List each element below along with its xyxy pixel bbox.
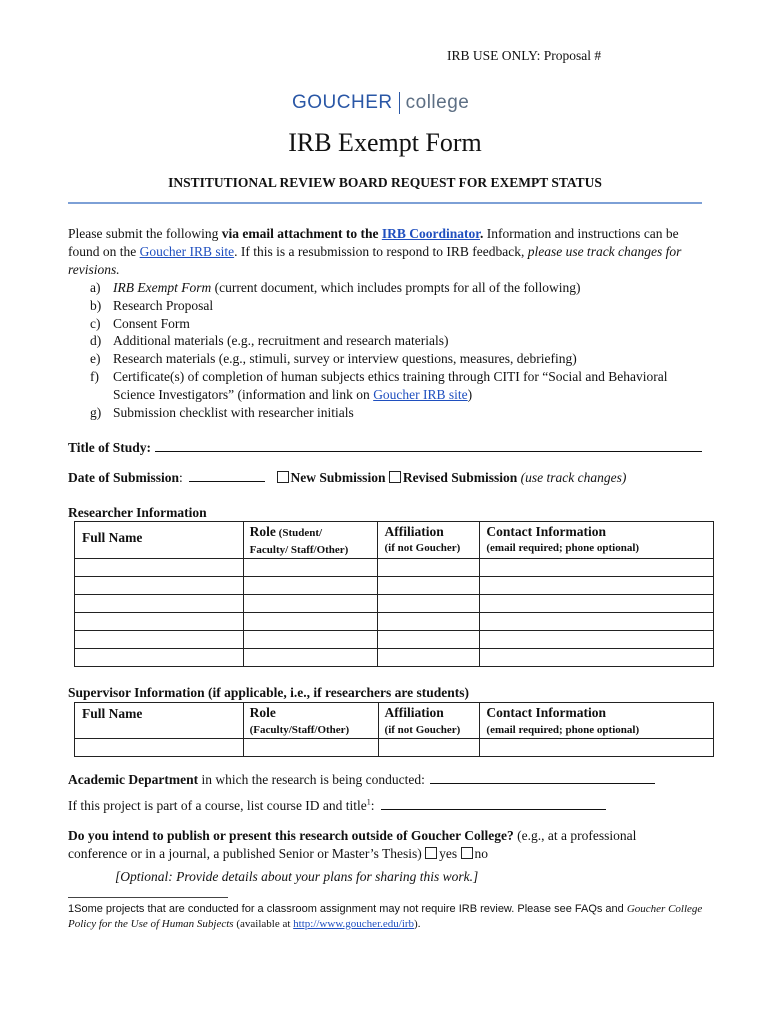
date-of-submission-field[interactable] [189, 469, 265, 482]
logo-goucher-text: GOUCHER [292, 92, 393, 113]
checkbox-icon [389, 471, 401, 483]
goucher-irb-site-link[interactable]: Goucher IRB site [139, 244, 235, 259]
irb-coordinator-link[interactable]: IRB Coordinator [381, 226, 480, 241]
list-item: g) Submission checklist with researcher initials [90, 404, 354, 420]
checkbox-icon [425, 847, 437, 859]
cell-input[interactable] [480, 649, 714, 667]
list-item: e) Research materials (e.g., stimuli, survey or interview questions, measures, debriefing) [90, 351, 577, 367]
publish-question: Do you intend to publish or present this research outside of Goucher College? (e.g., at a professional conference or in a journal, a published Senior or Master’s Thesis) yes no [68, 828, 637, 861]
researcher-table [74, 521, 714, 667]
title-of-study-label: Title of Study: [68, 440, 152, 455]
list-item: b) Research Proposal [90, 297, 214, 313]
col-role: Role (Student/ Faculty/ Staff/Other) [243, 522, 378, 559]
cell-input[interactable] [75, 595, 244, 613]
yes-checkbox[interactable]: yes [425, 846, 457, 861]
new-submission-checkbox[interactable]: New Submission [277, 470, 386, 485]
cell-input[interactable] [243, 595, 378, 613]
cell-input[interactable] [378, 649, 480, 667]
intro-bold-period: . [479, 226, 487, 241]
intro-text-3: . If this is a resubmission to respond to IRB feedback, [234, 244, 528, 259]
course-row: If this project is part of a course, list course ID and title$^1$: [68, 797, 606, 814]
academic-department-field[interactable] [430, 771, 655, 784]
col-affiliation: Affiliation (if not Goucher) [378, 522, 480, 559]
cell-input[interactable] [480, 631, 714, 649]
academic-department-label: Academic Department [68, 772, 199, 787]
title-of-study-field[interactable] [155, 439, 702, 452]
researcher-heading: Researcher Information [68, 505, 207, 520]
list-item: c) Consent Form [90, 315, 190, 331]
logo-divider [399, 92, 400, 114]
supervisor-table [74, 702, 714, 757]
goucher-irb-url-link[interactable]: http://www.goucher.edu/irb [293, 918, 415, 930]
academic-department-row: Academic Department in which the research is being conducted: [68, 771, 655, 788]
cell-input[interactable] [243, 559, 378, 577]
list-item: a) IRB Exempt Form (current document, which includes prompts for all of the following) [90, 280, 581, 295]
goucher-logo [292, 92, 469, 114]
col-contact: Contact Information (email required; phone optional) [480, 703, 714, 739]
table-row [75, 649, 714, 667]
list-item: f) Certificate(s) of completion of human subjects ethics training through CITI for “Social and Behavioral Science Investigators” (information and link on Goucher IRB site) [90, 368, 668, 402]
cell-input[interactable] [378, 595, 480, 613]
footnote-divider [68, 897, 228, 898]
cell-input[interactable] [378, 559, 480, 577]
table-row [75, 559, 714, 577]
cell-input[interactable] [378, 631, 480, 649]
list-item: d) Additional materials (e.g., recruitment and research materials) [90, 333, 449, 349]
intro-text-2: Information and instructions can be found on the [68, 226, 679, 259]
col-full-name: Full Name [75, 703, 244, 739]
cell-input[interactable] [378, 613, 480, 631]
col-role: Role (Faculty/Staff/Other) [243, 703, 378, 739]
cell-input[interactable] [75, 649, 244, 667]
footnote-number: 1 [68, 903, 75, 915]
cell-input[interactable] [480, 577, 714, 595]
revised-submission-checkbox[interactable]: Revised Submission [389, 470, 517, 485]
cell-input[interactable] [243, 739, 378, 757]
col-affiliation: Affiliation (if not Goucher) [378, 703, 480, 739]
cell-input[interactable] [378, 739, 480, 757]
optional-details-prompt: [Optional: Provide details about your plans for sharing this work.] [115, 869, 479, 884]
cell-input[interactable] [75, 739, 244, 757]
irb-use-only-label: IRB USE ONLY: Proposal # [447, 48, 602, 63]
cell-input[interactable] [75, 559, 244, 577]
table-row [75, 739, 714, 757]
intro-text-1: Please submit the following [68, 226, 222, 241]
page-subtitle: INSTITUTIONAL REVIEW BOARD REQUEST FOR EXEMPT STATUS [168, 175, 602, 190]
date-of-submission-label: Date of Submission [68, 470, 180, 485]
cell-input[interactable] [243, 577, 378, 595]
course-label: If this project is part of a course, list course ID and title [68, 798, 367, 813]
title-divider [68, 202, 702, 204]
cell-input[interactable] [480, 613, 714, 631]
table-row [75, 577, 714, 595]
cell-input[interactable] [480, 559, 714, 577]
intro-paragraph [68, 225, 708, 279]
cell-input[interactable] [75, 613, 244, 631]
cell-input[interactable] [75, 631, 244, 649]
checkbox-icon [277, 471, 289, 483]
no-checkbox[interactable]: no [461, 846, 489, 861]
cell-input[interactable] [243, 631, 378, 649]
cell-input[interactable] [243, 613, 378, 631]
checkbox-icon [461, 847, 473, 859]
cell-input[interactable] [243, 649, 378, 667]
cell-input[interactable] [480, 739, 714, 757]
researcher-header-row [75, 522, 714, 559]
track-changes-note: (use track changes) [517, 470, 627, 485]
cell-input[interactable] [75, 577, 244, 595]
date-of-submission-row: Date of Submission: New Submission Revised Submission (use track changes) [68, 470, 627, 485]
cell-input[interactable] [480, 595, 714, 613]
logo-college-text: college [405, 92, 470, 113]
footnote-ref: 1 [366, 797, 371, 807]
table-row [75, 595, 714, 613]
publish-question-bold: Do you intend to publish or present this research outside of Goucher College? [68, 828, 514, 843]
intro-italic: please use track changes for revisions. [68, 244, 682, 277]
col-full-name: Full Name [75, 522, 244, 559]
table-row [75, 631, 714, 649]
goucher-irb-site-link-2[interactable]: Goucher IRB site [373, 386, 468, 402]
supervisor-header-row [75, 703, 714, 739]
intro-bold: via email attachment to the [221, 226, 382, 241]
table-row [75, 613, 714, 631]
cell-input[interactable] [378, 577, 480, 595]
title-of-study-row [68, 439, 702, 456]
supervisor-heading: Supervisor Information (if applicable, i.e., if researchers are students) [68, 685, 469, 700]
page-title: IRB Exempt Form [288, 128, 482, 157]
col-contact: Contact Information (email required; phone optional) [480, 522, 714, 559]
course-field[interactable] [381, 797, 606, 810]
submission-list [90, 279, 710, 421]
footnote: 1Some projects that are conducted for a classroom assignment may not require IRB review. Please see FAQs and Goucher College Policy for the Use of Human Subjects (available at http://www.goucher.edu/irb). [68, 903, 703, 930]
